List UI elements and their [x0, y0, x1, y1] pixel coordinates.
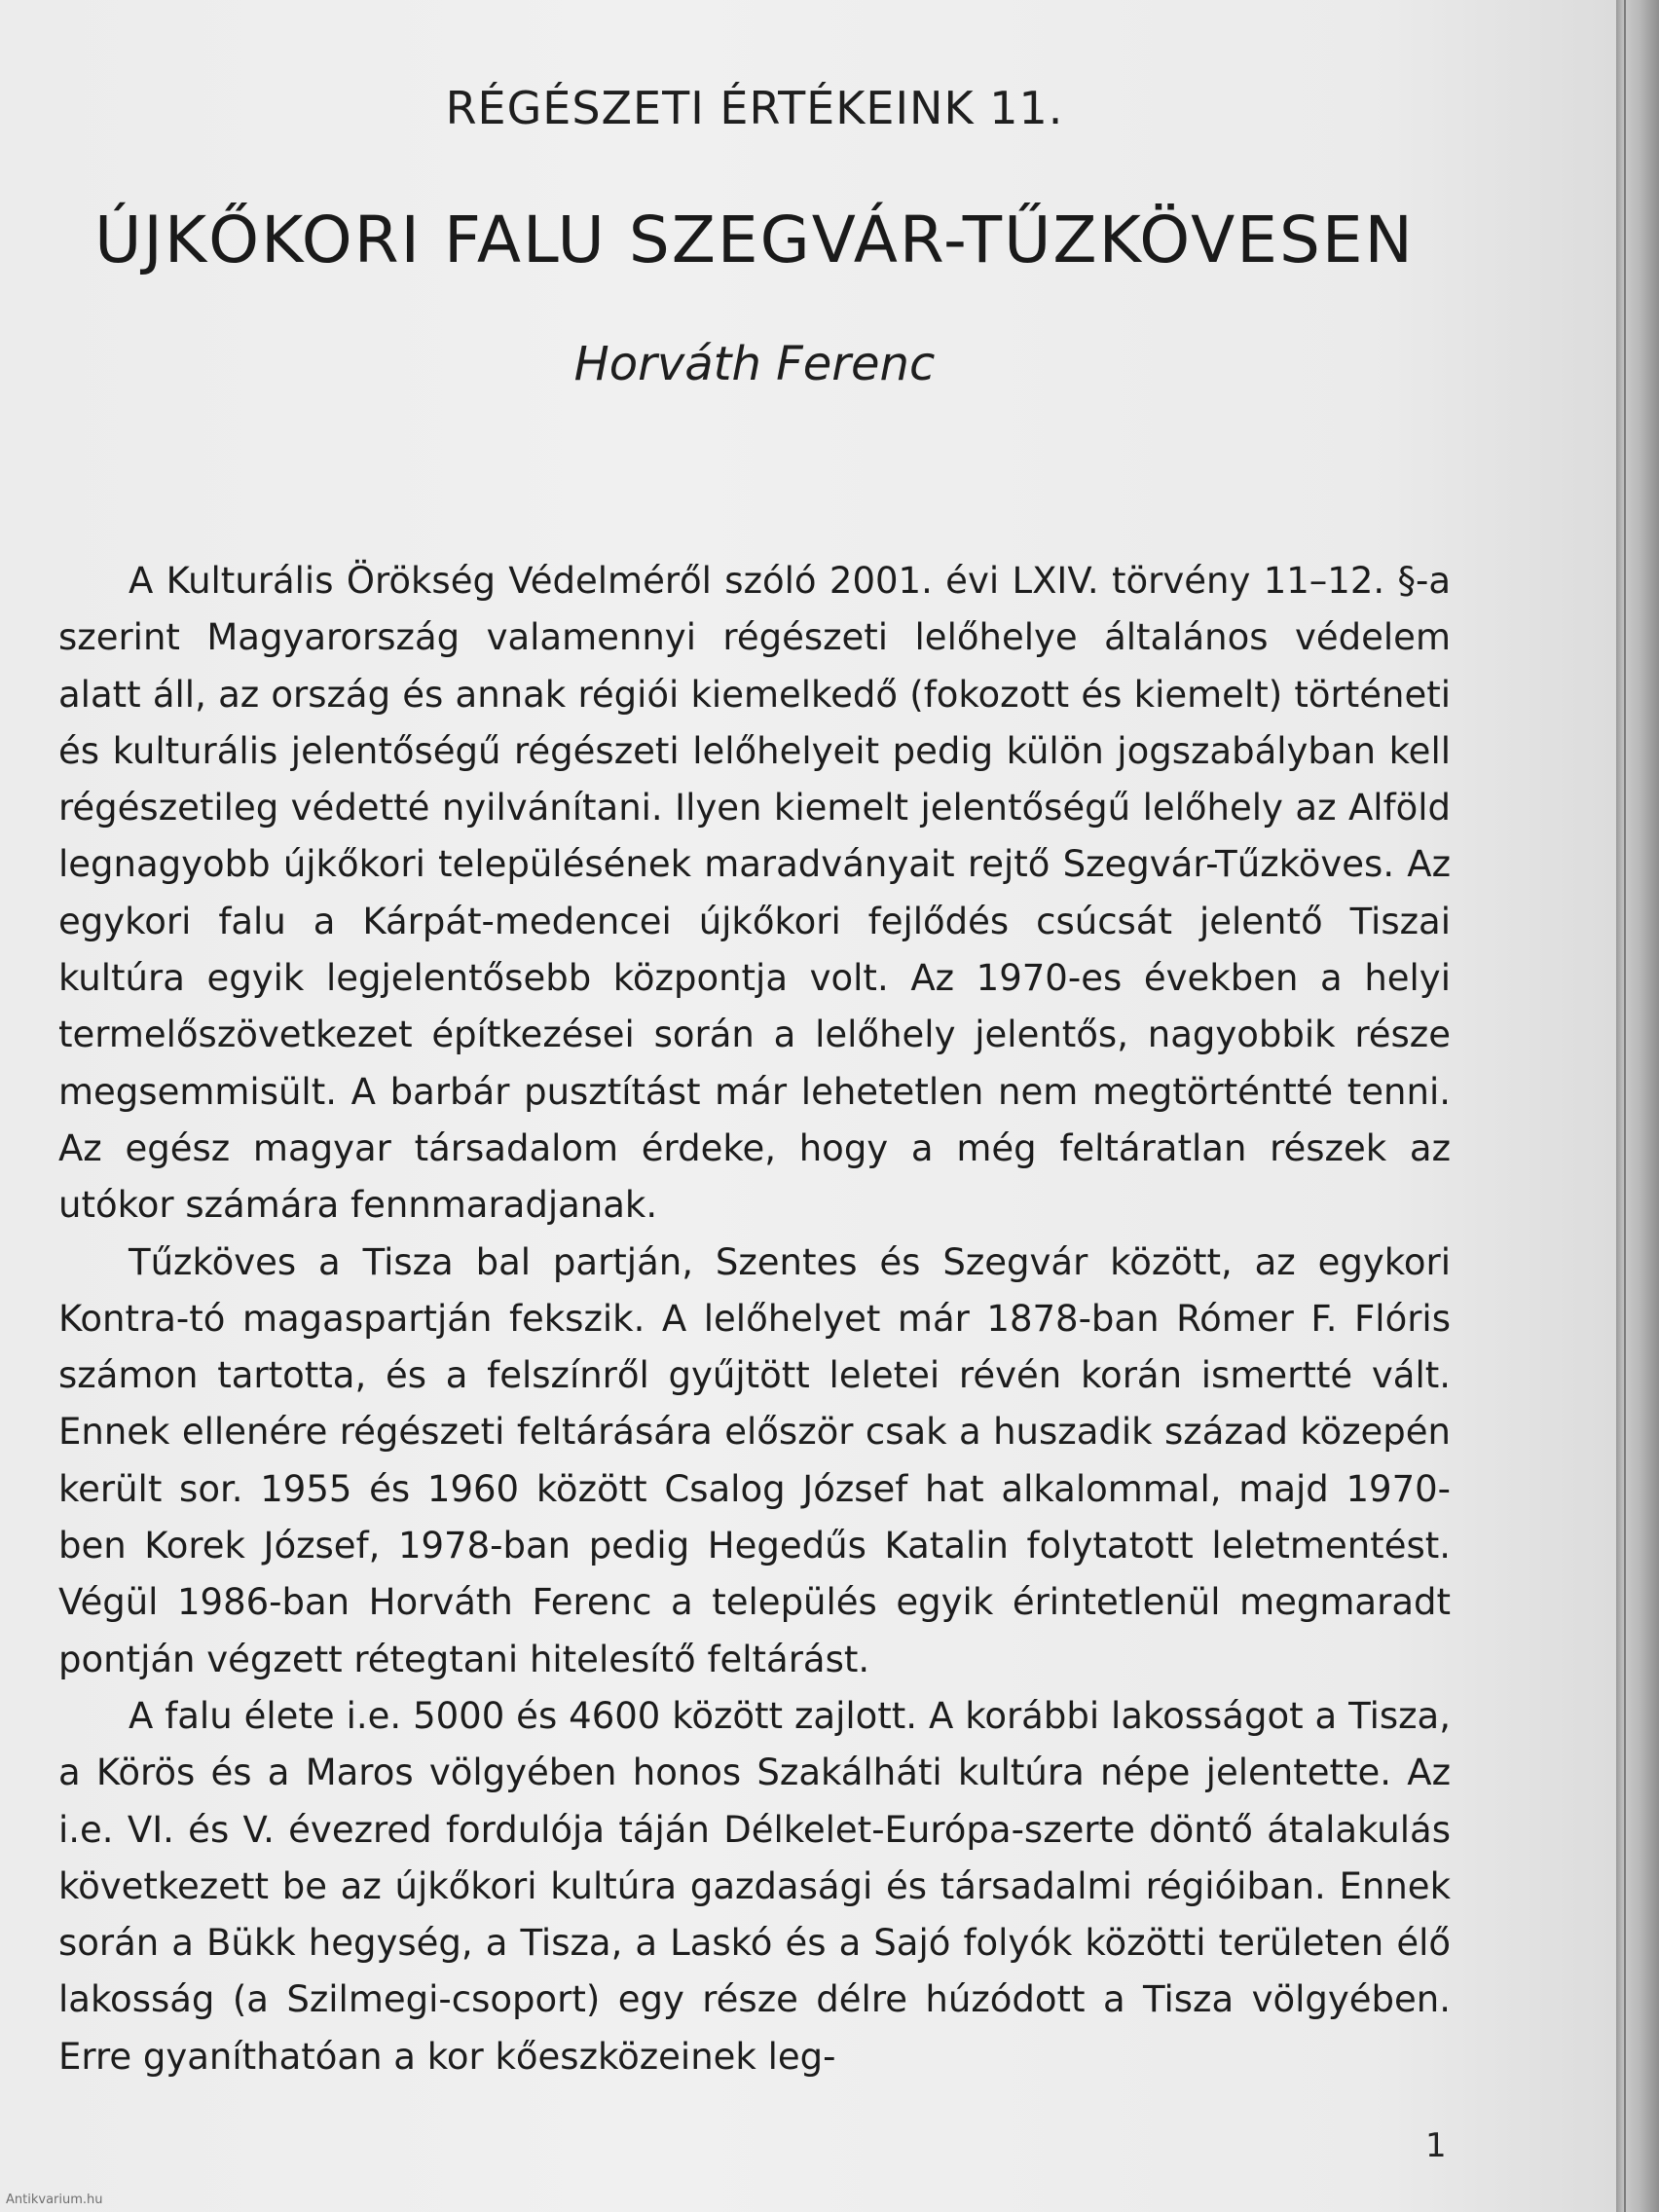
- paragraph: A Kulturális Örökség Védelméről szóló 2001. évi LXIV. törvény 11–12. §-a szerint Magyarország valamennyi régészeti lelőhelye általános védelem alatt áll, az ország és annak régiói kiemelkedő (fokozott és kiemelt) történeti és kulturális jelentőségű régészeti lelőhelyeit pedig külön jogszabályban kell régészetileg védetté nyilvánítani. Ilyen kiemelt jelentőségű lelőhely az Alföld legnagyobb újkőkori településének maradványait rejtő Szegvár-Tűzköves. Az egykori falu a Kárpát-medencei újkőkori fejlődés csúcsát jelentő Tiszai kultúra egyik legjelentősebb központja volt. Az 1970-es években a helyi termelőszövetkezet építkezései során a lelőhely jelentős, nagyobbik része megsemmisült. A barbár pusztítást már lehetetlen nem megtörténtté tenni. Az egész magyar társadalom érdeke, hogy a még feltáratlan részek az utókor számára fennmaradjanak.: [58, 560, 1451, 1227]
- paragraph: A falu élete i.e. 5000 és 4600 között zajlott. A korábbi lakosságot a Tisza, a Körös és a Maros völgyében honos Szakálháti kultúra népe jelentette. Az i.e. VI. és V. évezred fordulója táján Délkelet-Európa-szerte döntő átalakulás következett be az újkőkori kultúra gazdasági és társadalmi régióiban. Ennek során a Bükk hegység, a Tisza, a Laskó és a Sajó folyók közötti területen élő lakosság (a Szilmegi-csoport) egy része délre húzódott a Tisza völgyében. Erre gyaníthatóan a kor kőeszközeinek leg-: [58, 1694, 1451, 2078]
- paragraph: Tűzköves a Tisza bal partján, Szentes és Szegvár között, az egykori Kontra-tó magaspartján fekszik. A lelőhelyet már 1878-ban Rómer F. Flóris számon tartotta, és a felszínről gyűjtött leletei révén korán ismertté vált. Ennek ellenére régészeti feltárására először csak a huszadik század közepén került sor. 1955 és 1960 között Csalog József hat alkalommal, majd 1970-ben Korek József, 1978-ban pedig Hegedűs Katalin folytatott leletmentést. Végül 1986-ban Horváth Ferenc a település egyik érintetlenül megmaradt pontján végzett rétegtani hitelesítő feltárást.: [58, 1240, 1451, 1680]
- article-title: ÚJKŐKORI FALU SZEGVÁR-TŰZKÖVESEN: [94, 203, 1415, 277]
- author-name: Horváth Ferenc: [573, 337, 936, 391]
- page-number: 1: [1425, 2126, 1447, 2165]
- article-body: [58, 553, 1451, 2085]
- series-heading: RÉGÉSZETI ÉRTÉKEINK 11.: [445, 82, 1064, 134]
- page-edge-line: [1624, 0, 1626, 2212]
- watermark-text: Antikvarium.hu: [6, 2193, 103, 2207]
- page-edge-shadow: [1616, 0, 1659, 2212]
